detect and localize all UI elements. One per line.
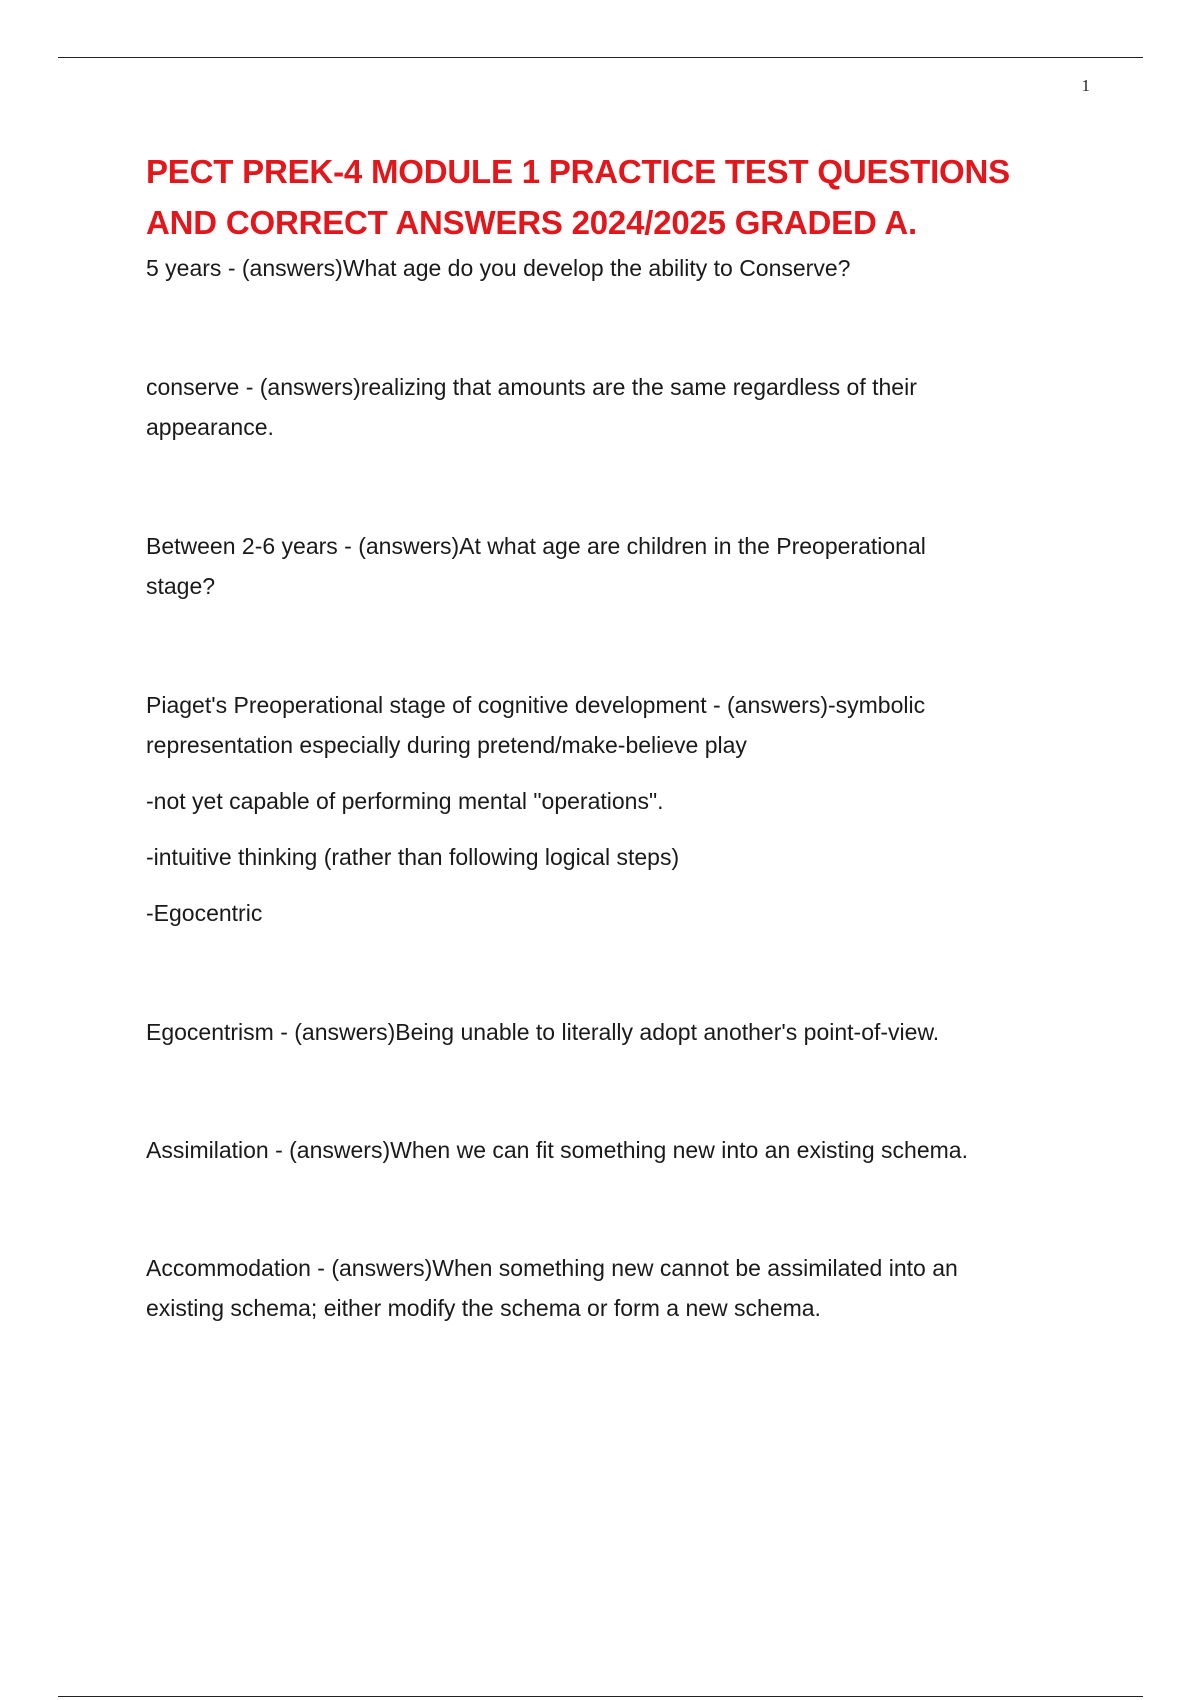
qa-bullet: -not yet capable of performing mental "operations". — [146, 788, 664, 814]
qa-bullet: -Egocentric — [146, 900, 263, 926]
bottom-rule — [58, 1696, 1143, 1697]
qa-line: conserve - (answers)realizing that amounts are the same regardless of their — [146, 374, 917, 400]
top-rule — [58, 57, 1143, 58]
qa-line: representation especially during pretend/make-believe play — [146, 732, 747, 758]
title-line-1: PECT PREK-4 MODULE 1 PRACTICE TEST QUESTIONS — [146, 153, 1010, 190]
document-title — [146, 146, 1086, 248]
qa-line: Piaget's Preoperational stage of cognitive development - (answers)-symbolic — [146, 692, 926, 718]
qa-line: Egocentrism - (answers)Being unable to literally adopt another's point-of-view. — [146, 1019, 940, 1045]
qa-bullet: -intuitive thinking (rather than following logical steps) — [146, 844, 680, 870]
qa-entry-conserve-age — [146, 248, 1086, 288]
qa-entry-preoperational-stage — [146, 685, 1086, 765]
qa-entry-accommodation — [146, 1248, 1086, 1328]
qa-line: 5 years - (answers)What age do you develop the ability to Conserve? — [146, 255, 851, 281]
qa-entry-preoperational-age — [146, 526, 1086, 606]
page-number: 1 — [1081, 76, 1090, 95]
qa-entry-assimilation — [146, 1130, 1086, 1170]
qa-line: stage? — [146, 573, 216, 599]
qa-line: existing schema; either modify the schema or form a new schema. — [146, 1295, 821, 1321]
qa-line: Assimilation - (answers)When we can fit something new into an existing schema. — [146, 1137, 968, 1163]
document-body — [146, 146, 1086, 1328]
qa-line: Accommodation - (answers)When something new cannot be assimilated into an — [146, 1255, 958, 1281]
qa-line: Between 2-6 years - (answers)At what age are children in the Preoperational — [146, 533, 926, 559]
title-line-2: AND CORRECT ANSWERS 2024/2025 GRADED A. — [146, 204, 917, 241]
qa-line: appearance. — [146, 414, 274, 440]
qa-entry-egocentrism — [146, 1012, 1086, 1052]
qa-entry-conserve — [146, 367, 1086, 447]
